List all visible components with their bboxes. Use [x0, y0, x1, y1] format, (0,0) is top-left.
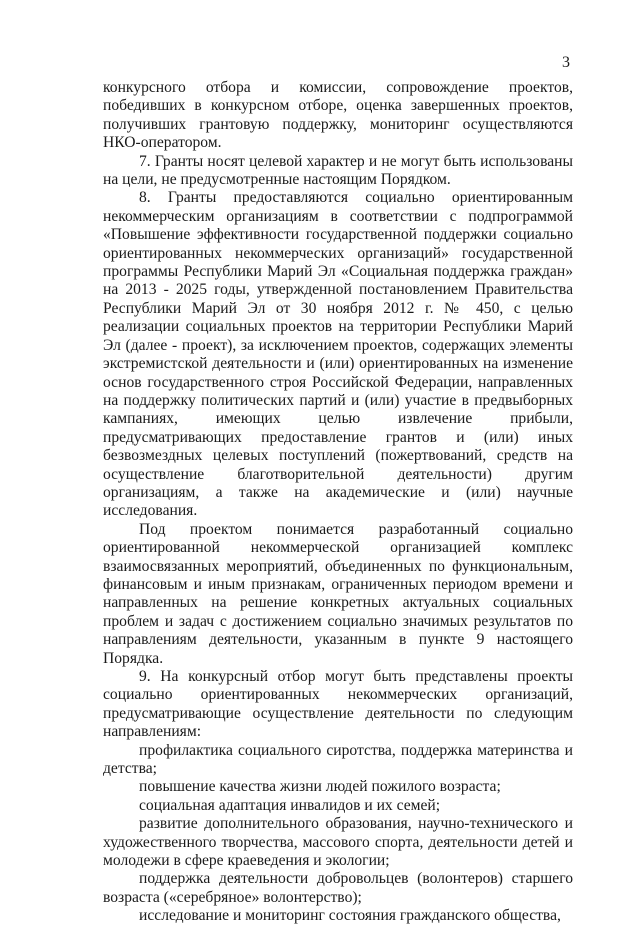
list-item-civil-society: исследование и мониторинг состояния гражданского общества, [139, 907, 561, 925]
paragraph-item-8: 8. Гранты предоставляются социально ориентированным некоммерческим организациям в соответствии с подпрограммой «Повышение эффективности государственной поддержки социально ориентированных некоммерческих организаций» государственной программы Республики Марий Эл «Социальная поддержка граждан» на 2013 - 2025 годы, утвержденной постановлением Правительства Республики Марий Эл от 30 ноября 2012 г. № 450, с целью реализации социальных проектов на территории Республики Марий Эл (далее - проект), за исключением проектов, содержащих элементы экстремистской деятельности и (или) ориентированных на изменение основ государственного строя Российской Федерации, направленных на поддержку политических партий и (или) участие в предвыборных кампаниях, имеющих целью извлечение прибыли, предусматривающих предоставление грантов и (или) иных безвозмездных целевых поступлений (пожертвований, средств на осуществление благотворительной деятельности) другим организациям, а также на академические и (или) научные исследования. [103, 189, 573, 520]
paragraph-project-definition: Под проектом понимается разработанный социально ориентированной некоммерческой организацией комплекс взаимосвязанных мероприятий, объединенных по функциональным, финансовым и иным признакам, ограниченных периодом времени и направленных на решение конкретных актуальных социальных проблем и задач с достижением социально значимых результатов по направлениям деятельности, указанным в пункте 9 настоящего Порядка. [103, 520, 573, 667]
list-item-disabled: социальная адаптация инвалидов и их семей; [139, 796, 441, 814]
list-item-elderly: повышение качества жизни людей пожилого возраста; [139, 778, 501, 796]
list-item-volunteers: поддержка деятельности добровольцев (волонтеров) старшего возраста («серебряное» волонтерство); [103, 870, 573, 906]
page-number: 3 [562, 54, 570, 71]
document-body [103, 79, 573, 926]
paragraph-item-7: 7. Гранты носят целевой характер и не могут быть использованы на цели, не предусмотренные настоящим Порядком. [103, 152, 573, 189]
list-item-education: развитие дополнительного образования, научно-технического и художественного творчества, массового спорта, деятельности детей и молодежи в сфере краеведения и экологии; [103, 815, 573, 870]
paragraph-item-9: 9. На конкурсный отбор могут быть представлены проекты социально ориентированных некоммерческих организаций, предусматривающие осуществление деятельности по следующим направлениям: [103, 668, 573, 741]
list-item-orphanhood: профилактика социального сиротства, поддержка материнства и детства; [103, 741, 573, 778]
paragraph-continuation: конкурсного отбора и комиссии, сопровождение проектов, победивших в конкурсном отборе, оценка завершенных проектов, получивших грантовую поддержку, мониторинг осуществляются НКО-оператором. [103, 79, 573, 152]
